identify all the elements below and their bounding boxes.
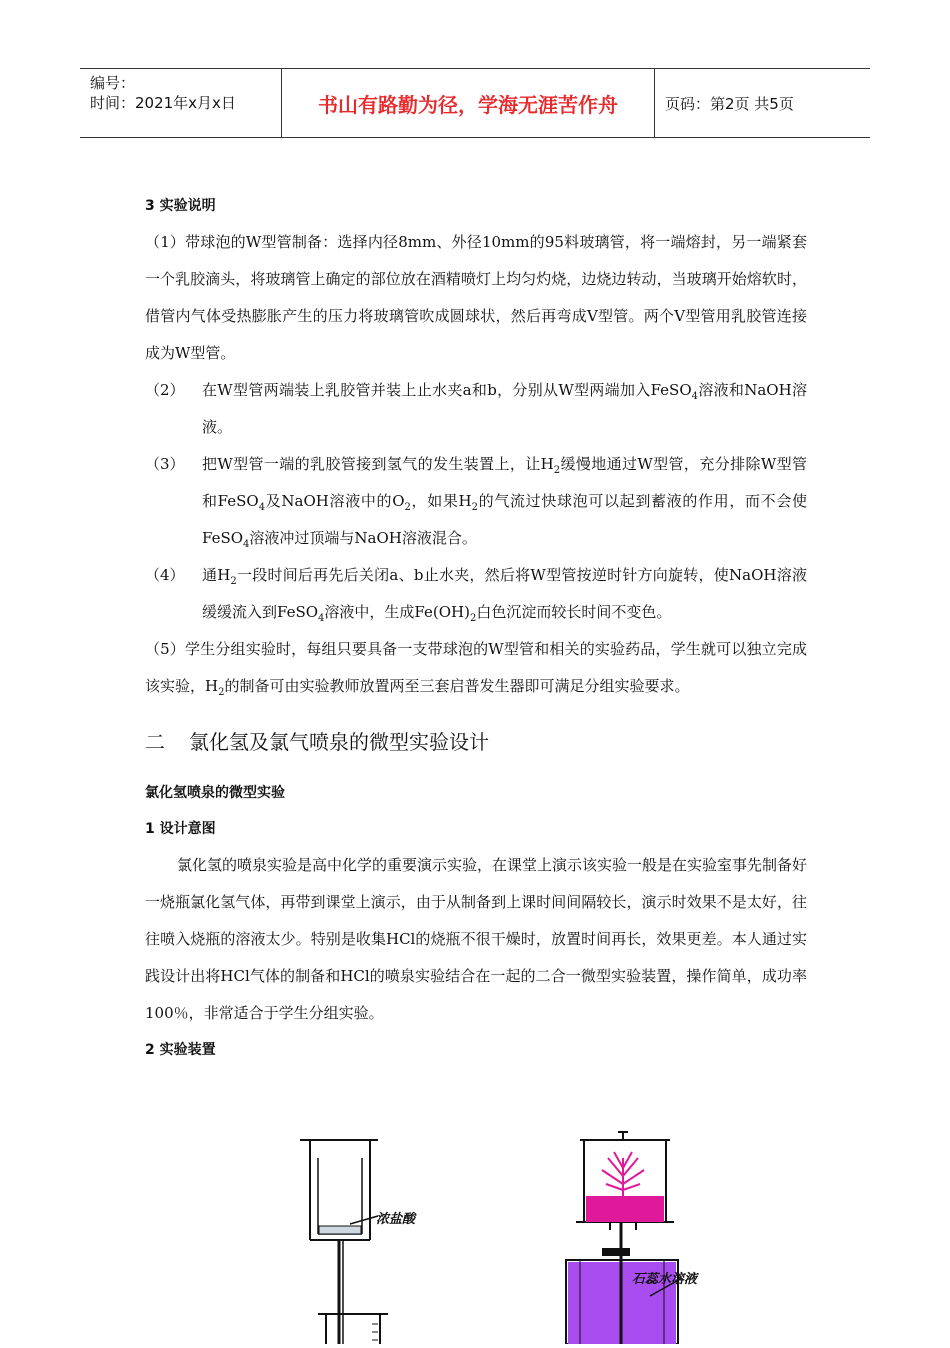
section-heading-experiment-notes: 3 实验说明 [145, 198, 216, 214]
label-litmus-solution: 石蕊水溶液 [632, 1272, 698, 1287]
note-item-3: （3） 把W型管一端的乳胶管接到氢气的发生装置上，让$H_2$缓慢地通过W型管，充分排除W型管和FeSO$_4$及NaOH溶液中的$O_2$，如果$H_2$的气流过快球泡可以起到蓄液的作用，而不会使FeSO$_4$溶液冲过顶端与NaOH溶液混合。 [145, 455, 807, 550]
note-paragraph-1: （1）带球泡的W型管制备：选择内径8mm、外径10mm的95料玻璃管，将一端熔封，另一端紧套一个乳胶滴头，将玻璃管上确定的部位放在酒精喷灯上均匀灼烧，边烧边转动，当玻璃开始熔软时，借管内气体受热膨胀产生的压力将玻璃管吹成圆球状，然后再弯成V型管。两个V型管用乳胶管连接成为W型管。 [145, 233, 807, 362]
header-motto: 书山有路勤为径，学海无涯苦作舟 [282, 69, 655, 137]
apparatus-figure [290, 1128, 750, 1344]
heading-design-intent: 1 设计意图 [145, 821, 216, 837]
number-label: 编号： [90, 74, 136, 92]
note-item-2: （2） 在W型管两端装上乳胶管并装上止水夹a和b，分别从W型两端加入FeSO$_4$溶液和NaOH溶液。 [145, 381, 807, 436]
section-title-2: 二 氯化氢及氯气喷泉的微型实验设计 [145, 730, 489, 754]
note-paragraph-5: （5）学生分组实验时，每组只要具备一支带球泡的W型管和相关的实验药品，学生就可以独立完成该实验，$H_2$的制备可由实验教师放置两至三套启普发生器即可满足分组实验要求。 [145, 640, 807, 698]
page-number: 页码：第2页 共5页 [665, 94, 794, 113]
main-content [145, 188, 807, 1068]
label-concentrated-hcl: 浓盐酸 [376, 1212, 416, 1227]
page-header [80, 68, 870, 138]
design-intent-paragraph: 氯化氢的喷泉实验是高中化学的重要演示实验，在课堂上演示该实验一般是在实验室事先制备好一烧瓶氯化氢气体，再带到课堂上演示，由于从制备到上课时间间隔较长，演示时效果不是太好，往往喷入烧瓶的溶液太少。特别是收集HCl的烧瓶不很干燥时，放置时间再长，效果更差。本人通过实践设计出将HCl气体的制备和HCl的喷泉实验结合在一起的二合一微型实验装置，操作简单，成功率100％，非常适合于学生分组实验。 [145, 856, 808, 1022]
heading-apparatus: 2 实验装置 [145, 1042, 216, 1058]
subsection-title-hcl: 氯化氢喷泉的微型实验 [145, 785, 285, 801]
header-meta [80, 69, 282, 137]
apparatus-drawing [290, 1128, 750, 1344]
date-label: 时间：2021年x月x日 [90, 94, 236, 112]
note-item-4: （4） 通$H_2$一段时间后再先后关闭a、b止水夹，然后将W型管按逆时针方向旋转，使NaOH溶液缓缓流入到FeSO$_4$溶液中，生成$Fe(OH)_2$白色沉淀而较长时间不变色。 [145, 566, 807, 624]
